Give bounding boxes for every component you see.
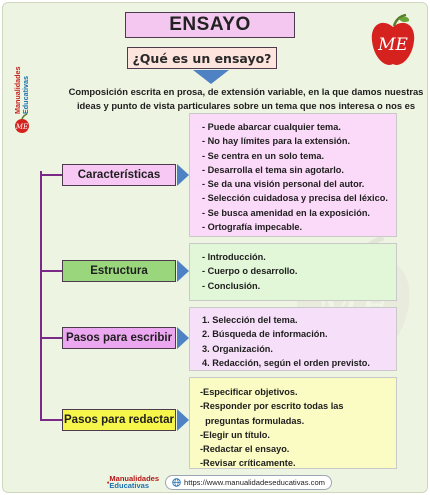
section-label-writing-steps: Pasos para escribir: [62, 327, 176, 349]
footer-brand-line1: Manualidades: [109, 473, 160, 483]
list-item: -Responder por escrito todas las: [200, 401, 344, 412]
side-brand-icon: [11, 58, 33, 138]
right-arrow-icon: [177, 164, 189, 186]
list-item: 4. Redacción, según el orden previsto.: [202, 357, 370, 368]
page-title: ENSAYO: [125, 12, 295, 38]
footer: [107, 473, 332, 491]
right-arrow-icon: [177, 409, 189, 431]
apple-logo-icon: [369, 13, 417, 69]
svg-text:ME: ME: [15, 123, 29, 131]
list-item: - Conclusión.: [202, 280, 261, 291]
list-item: - Desarrolla el tema sin agotarlo.: [202, 164, 344, 175]
characteristics-box: [189, 113, 397, 237]
list-item: - Selección cuidadosa y precisa del léxico.: [202, 193, 388, 204]
right-arrow-icon: [177, 327, 189, 349]
list-item: - Puede abarcar cualquier tema.: [202, 122, 341, 132]
list-item: preguntas formuladas.: [200, 415, 305, 426]
tree-branch-line: [40, 337, 62, 339]
list-item: - Se centra en un solo tema.: [202, 150, 325, 161]
characteristics-list: [202, 120, 396, 234]
list-item: -Redactar el ensayo.: [200, 444, 290, 454]
side-brand-line2: Educativas: [21, 76, 30, 114]
footer-brand-line2: Educativas: [109, 481, 150, 490]
drafting-steps-list: [200, 385, 396, 471]
globe-icon: [172, 478, 181, 487]
list-item: -Revisar críticamente.: [200, 458, 296, 469]
down-arrow-icon: [193, 70, 229, 84]
tree-vertical-line: [40, 171, 42, 421]
question-heading: ¿Qué es un ensayo?: [127, 47, 277, 69]
tree-branch-line: [40, 419, 62, 421]
definition-text: Composición escrita en prosa, de extensión variable, en la que damos nuestras ideas y punto de vista particulares sobre un tema que nos interesa o nos es: [68, 86, 424, 111]
list-item: - Se da una visión personal del autor.: [202, 179, 365, 189]
list-item: 3. Organización.: [202, 343, 273, 354]
section-label-drafting-steps: Pasos para redactar: [62, 409, 176, 431]
tree-branch-line: [40, 270, 62, 272]
list-item: -Especificar objetivos.: [200, 387, 298, 397]
list-item: -Elegir un título.: [200, 429, 270, 440]
footer-url[interactable]: https://www.manualidadeseducativas.com: [184, 477, 325, 487]
list-item: 2. Búsqueda de información.: [202, 329, 328, 340]
list-item: - Introducción.: [202, 252, 266, 262]
drafting-steps-box: [189, 377, 397, 469]
section-label-characteristics: Características: [62, 164, 176, 186]
list-item: - No hay límites para la extensión.: [202, 136, 351, 147]
side-brand: [11, 58, 33, 138]
tree-branch-line: [40, 174, 62, 176]
footer-brand: [109, 475, 159, 489]
structure-list: [202, 250, 396, 293]
side-brand-line1: Manualidades: [13, 66, 22, 114]
list-item: - Cuerpo o desarrollo.: [202, 266, 298, 277]
section-label-structure: Estructura: [62, 260, 176, 282]
list-item: - Se busca amenidad en la exposición.: [202, 207, 370, 218]
list-item: 1. Selección del tema.: [202, 315, 298, 325]
structure-box: [189, 243, 397, 301]
list-item: - Ortografía impecable.: [202, 221, 303, 232]
footer-url-pill[interactable]: [165, 475, 332, 490]
logo-text: ME: [378, 35, 408, 55]
infographic-frame: [2, 2, 428, 493]
writing-steps-list: [202, 313, 396, 370]
right-arrow-icon: [177, 260, 189, 282]
writing-steps-box: [189, 307, 397, 371]
